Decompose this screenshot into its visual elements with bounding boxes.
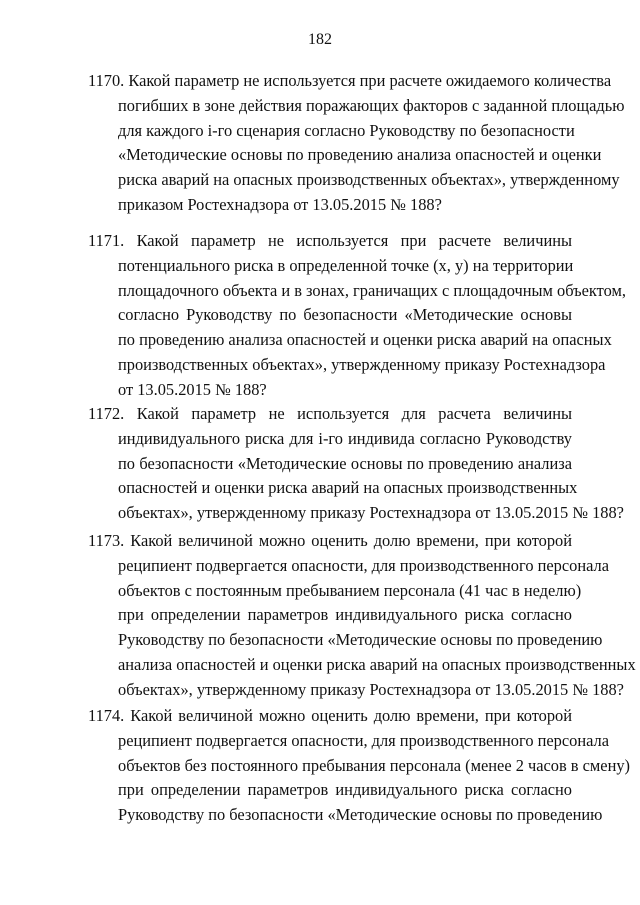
question-line: «Методические основы по проведению анализа опасностей и оценки [118,145,602,165]
question-line: анализа опасностей и оценки риска аварий на опасных производственных [118,654,636,674]
question-line: 1174. Какой величиной можно оценить долю времени, при которой [88,706,572,725]
question-line: 1172. Какой параметр не используется для расчета величины [88,404,572,423]
question-line: согласно Руководству по безопасности «Методические основы [118,305,572,325]
question-line: 1173. Какой величиной можно оценить долю времени, при которой [88,531,572,550]
question-line: от 13.05.2015 № 188? [118,379,267,399]
question-line: производственных объектах», утвержденному приказу Ростехнадзора [118,354,606,374]
question-line: объектах», утвержденному приказу Ростехнадзора от 13.05.2015 № 188? [118,503,624,523]
question-line: опасностей и оценки риска аварий на опасных производственных [118,478,578,498]
question-line: объектов без постоянного пребывания персонала (менее 2 часов в смену) [118,755,630,775]
question-1173 [88,529,636,703]
question-1171 [88,229,626,403]
question-line: Руководству по безопасности «Методические основы по проведению [118,805,603,825]
question-line: по безопасности «Методические основы по проведению анализа [118,453,572,473]
question-line: площадочного объекта и в зонах, граничащих с площадочным объектом, [118,280,626,300]
page-number: 182 [308,31,332,48]
question-line: при определении параметров индивидуального риска согласно [118,780,572,800]
question-line: объектах», утвержденному приказу Ростехнадзора от 13.05.2015 № 188? [118,679,624,699]
question-line: индивидуального риска для i-го индивида согласно Руководству [118,428,572,448]
question-line: риска аварий на опасных производственных объектах», утвержденному [118,170,620,190]
question-line: 1171. Какой параметр не используется при расчете величины [88,231,572,250]
question-1174 [88,704,630,828]
question-line: реципиент подвергается опасности, для производственного персонала [118,730,609,750]
question-line: 1170. Какой параметр не используется при расчете ожидаемого количества [88,71,612,90]
question-line: по проведению анализа опасностей и оценки риска аварий на опасных [118,330,612,350]
question-line: объектов с постоянным пребыванием персонала (41 час в неделю) [118,580,582,600]
question-line: при определении параметров индивидуального риска согласно [118,605,572,625]
question-line: реципиент подвергается опасности, для производственного персонала [118,555,609,575]
question-line: Руководству по безопасности «Методические основы по проведению [118,630,603,650]
question-1170 [88,69,625,218]
question-line: погибших в зоне действия поражающих факторов с заданной площадью [118,95,625,115]
question-line: для каждого i-го сценария согласно Руководству по безопасности [118,120,575,140]
question-line: потенциального риска в определенной точке (x, y) на территории [118,255,574,275]
question-line: приказом Ростехнадзора от 13.05.2015 № 188? [118,194,442,214]
question-1172 [88,402,624,526]
